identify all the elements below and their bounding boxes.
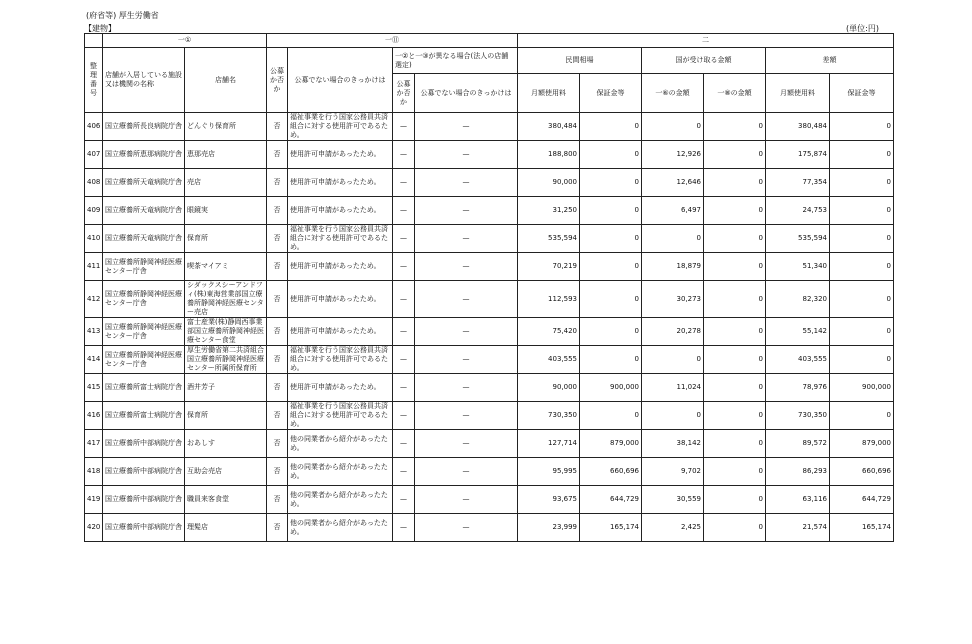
diff-deposit-cell: 900,000 bbox=[830, 374, 894, 402]
amount6-cell: 0 bbox=[642, 346, 704, 374]
amount8-cell: 0 bbox=[704, 169, 766, 197]
amount6-cell: 30,559 bbox=[642, 486, 704, 514]
diff-monthly-cell: 82,320 bbox=[766, 281, 830, 318]
private-deposit-cell: 879,000 bbox=[580, 430, 642, 458]
diff-deposit-cell: 0 bbox=[830, 225, 894, 253]
reg-no-cell: 412 bbox=[85, 281, 103, 318]
diff-deposit-cell: 879,000 bbox=[830, 430, 894, 458]
table-row bbox=[85, 430, 894, 458]
diff-deposit-cell: 0 bbox=[830, 197, 894, 225]
facility-cell: 国立療養所中部病院庁舎 bbox=[103, 430, 185, 458]
table-row bbox=[85, 486, 894, 514]
facility-cell: 国立療養所静岡神経医療センター庁舎 bbox=[103, 346, 185, 374]
reg-no-cell: 408 bbox=[85, 169, 103, 197]
reg-no-cell: 414 bbox=[85, 346, 103, 374]
table-row bbox=[85, 113, 894, 141]
diff-reason-cell: — bbox=[415, 458, 518, 486]
diff-deposit-cell: 0 bbox=[830, 318, 894, 346]
recruit-cell: 否 bbox=[267, 197, 288, 225]
facility-cell: 国立療養所恵那病院庁舎 bbox=[103, 141, 185, 169]
group-11-header: 一⑪ bbox=[267, 34, 518, 48]
private-deposit-cell: 0 bbox=[580, 197, 642, 225]
diff-reason-cell: — bbox=[415, 141, 518, 169]
recruit-cell: 否 bbox=[267, 318, 288, 346]
private-header: 民間相場 bbox=[518, 48, 642, 74]
reg-no-cell: 410 bbox=[85, 225, 103, 253]
facility-cell: 国立療養所静岡神経医療センター庁舎 bbox=[103, 318, 185, 346]
table-row bbox=[85, 253, 894, 281]
diff-recruit-cell: — bbox=[393, 141, 415, 169]
private-deposit-cell: 0 bbox=[580, 281, 642, 318]
facility-cell: 国立療養所中部病院庁舎 bbox=[103, 514, 185, 542]
recruit-cell: 否 bbox=[267, 225, 288, 253]
table-row bbox=[85, 514, 894, 542]
diff-monthly-cell: 535,594 bbox=[766, 225, 830, 253]
section-label: 【建物】 bbox=[84, 24, 116, 33]
recruit-header: 公募か否か bbox=[267, 48, 288, 113]
private-monthly-cell: 188,800 bbox=[518, 141, 580, 169]
private-monthly-cell: 90,000 bbox=[518, 169, 580, 197]
diff-reason-cell: — bbox=[415, 169, 518, 197]
store-cell: どんぐり保育所 bbox=[185, 113, 267, 141]
private-deposit-cell: 0 bbox=[580, 225, 642, 253]
reg-no-cell: 416 bbox=[85, 402, 103, 430]
diff-recruit-cell: — bbox=[393, 346, 415, 374]
reason-cell: 使用許可申請があったため。 bbox=[288, 281, 393, 318]
diff-recruit-cell: — bbox=[393, 458, 415, 486]
private-monthly-cell: 403,555 bbox=[518, 346, 580, 374]
amount8-cell: 0 bbox=[704, 430, 766, 458]
reason-cell: 他の同業者から紹介があったため。 bbox=[288, 458, 393, 486]
blank-cell bbox=[85, 34, 103, 48]
amount6-cell: 12,926 bbox=[642, 141, 704, 169]
reg-no-cell: 420 bbox=[85, 514, 103, 542]
amount6-cell: 2,425 bbox=[642, 514, 704, 542]
reason-cell: 福祉事業を行う国家公務員共済組合に対する使用許可であるため。 bbox=[288, 113, 393, 141]
facility-cell: 国立療養所天竜病院庁舎 bbox=[103, 197, 185, 225]
amount8-cell: 0 bbox=[704, 225, 766, 253]
store-cell: 富士産業(株)静岡西事業部国立療養所静岡神経医療センター食堂 bbox=[185, 318, 267, 346]
diff-monthly-cell: 63,116 bbox=[766, 486, 830, 514]
facility-cell: 国立療養所天竜病院庁舎 bbox=[103, 169, 185, 197]
amount6-cell: 11,024 bbox=[642, 374, 704, 402]
recruit-cell: 否 bbox=[267, 430, 288, 458]
recruit-cell: 否 bbox=[267, 486, 288, 514]
diff-monthly-cell: 21,574 bbox=[766, 514, 830, 542]
store-cell: 職員来客食堂 bbox=[185, 486, 267, 514]
diff-reason-cell: — bbox=[415, 253, 518, 281]
facility-cell: 国立療養所中部病院庁舎 bbox=[103, 486, 185, 514]
reason-cell: 福祉事業を行う国家公務員共済組合に対する使用許可であるため。 bbox=[288, 402, 393, 430]
store-cell: 眼鏡実 bbox=[185, 197, 267, 225]
deposit-header: 保証金等 bbox=[580, 74, 642, 113]
table-row bbox=[85, 318, 894, 346]
diff-deposit-cell: 0 bbox=[830, 253, 894, 281]
reg-no-header: 整理番号 bbox=[85, 48, 103, 113]
diff-monthly-cell: 77,354 bbox=[766, 169, 830, 197]
private-deposit-cell: 0 bbox=[580, 169, 642, 197]
amount6-cell: 0 bbox=[642, 225, 704, 253]
table-row bbox=[85, 374, 894, 402]
store-cell: 厚生労働省第二共済組合国立療養所静岡神経医療センター所属所保育所 bbox=[185, 346, 267, 374]
amount6-cell: 18,879 bbox=[642, 253, 704, 281]
diff-recruit-cell: — bbox=[393, 430, 415, 458]
recruit-cell: 否 bbox=[267, 281, 288, 318]
data-table bbox=[84, 33, 894, 542]
reason-cell: 他の同業者から紹介があったため。 bbox=[288, 514, 393, 542]
diff-monthly-cell: 78,976 bbox=[766, 374, 830, 402]
table-row bbox=[85, 281, 894, 318]
diff-deposit-cell: 660,696 bbox=[830, 458, 894, 486]
private-deposit-cell: 660,696 bbox=[580, 458, 642, 486]
amount8-cell: 0 bbox=[704, 486, 766, 514]
store-cell: 恵那売店 bbox=[185, 141, 267, 169]
reg-no-cell: 415 bbox=[85, 374, 103, 402]
unit-label: (単位:円) bbox=[846, 24, 879, 33]
store-cell: 保育所 bbox=[185, 225, 267, 253]
private-monthly-cell: 380,484 bbox=[518, 113, 580, 141]
recruit-cell: 否 bbox=[267, 169, 288, 197]
ministry-label: (府省等) 厚生労働省 bbox=[86, 11, 159, 20]
private-monthly-cell: 535,594 bbox=[518, 225, 580, 253]
reg-no-cell: 413 bbox=[85, 318, 103, 346]
private-monthly-cell: 75,420 bbox=[518, 318, 580, 346]
private-deposit-cell: 0 bbox=[580, 141, 642, 169]
reason-cell: 使用許可申請があったため。 bbox=[288, 253, 393, 281]
diff-recruit-cell: — bbox=[393, 197, 415, 225]
reg-no-cell: 406 bbox=[85, 113, 103, 141]
private-monthly-cell: 90,000 bbox=[518, 374, 580, 402]
amount8-cell: 0 bbox=[704, 402, 766, 430]
facility-cell: 国立療養所天竜病院庁舎 bbox=[103, 225, 185, 253]
diff-amount-header: 差額 bbox=[766, 48, 894, 74]
diff-recruit-cell: — bbox=[393, 253, 415, 281]
recruit-cell: 否 bbox=[267, 141, 288, 169]
amount8-cell: 0 bbox=[704, 253, 766, 281]
facility-cell: 国立療養所静岡神経医療センター庁舎 bbox=[103, 281, 185, 318]
amount8-cell: 0 bbox=[704, 514, 766, 542]
store-cell: 互助会売店 bbox=[185, 458, 267, 486]
private-monthly-cell: 93,675 bbox=[518, 486, 580, 514]
reg-no-cell: 417 bbox=[85, 430, 103, 458]
diff-monthly-cell: 380,484 bbox=[766, 113, 830, 141]
header-row-2 bbox=[85, 48, 894, 74]
diff-reason-cell: — bbox=[415, 402, 518, 430]
table-row bbox=[85, 141, 894, 169]
facility-cell: 国立療養所静岡神経医療センター庁舎 bbox=[103, 253, 185, 281]
diff-reason-cell: — bbox=[415, 318, 518, 346]
diff-reason-cell: — bbox=[415, 225, 518, 253]
diff-recruit-cell: — bbox=[393, 486, 415, 514]
diff-reason-cell: — bbox=[415, 514, 518, 542]
private-monthly-cell: 95,995 bbox=[518, 458, 580, 486]
diff-monthly-cell: 51,340 bbox=[766, 253, 830, 281]
store-cell: おあしす bbox=[185, 430, 267, 458]
store-cell: 保育所 bbox=[185, 402, 267, 430]
private-deposit-cell: 0 bbox=[580, 318, 642, 346]
diff-reason-cell: — bbox=[415, 486, 518, 514]
diff-reason-cell: — bbox=[415, 197, 518, 225]
amount6-cell: 20,278 bbox=[642, 318, 704, 346]
private-deposit-cell: 0 bbox=[580, 253, 642, 281]
diff-deposit-cell: 0 bbox=[830, 281, 894, 318]
reg-no-cell: 419 bbox=[85, 486, 103, 514]
amount6-cell: 9,702 bbox=[642, 458, 704, 486]
diff-monthly-cell: 24,753 bbox=[766, 197, 830, 225]
private-monthly-cell: 730,350 bbox=[518, 402, 580, 430]
facility-header: 店舗が入居している施設又は機関の名称 bbox=[103, 48, 185, 113]
amount6-cell: 0 bbox=[642, 402, 704, 430]
reason-cell: 使用許可申請があったため。 bbox=[288, 197, 393, 225]
recruit-cell: 否 bbox=[267, 113, 288, 141]
diff-deposit-cell: 0 bbox=[830, 346, 894, 374]
diff-monthly-cell: 86,293 bbox=[766, 458, 830, 486]
reason-cell: 福祉事業を行う国家公務員共済組合に対する使用許可であるため。 bbox=[288, 225, 393, 253]
diff-recruit-cell: — bbox=[393, 514, 415, 542]
group-1-header: 一① bbox=[103, 34, 267, 48]
reg-no-cell: 407 bbox=[85, 141, 103, 169]
private-monthly-cell: 127,714 bbox=[518, 430, 580, 458]
table-row bbox=[85, 169, 894, 197]
reason-header: 公募でない場合のきっかけは bbox=[288, 48, 393, 113]
diff-header: 一②と一③が異なる場合(法人の店舗選定) bbox=[393, 48, 518, 74]
private-monthly-cell: 70,219 bbox=[518, 253, 580, 281]
recruit-cell: 否 bbox=[267, 514, 288, 542]
store-cell: 売店 bbox=[185, 169, 267, 197]
amount8-header: 一⑧の金額 bbox=[704, 74, 766, 113]
diff-recruit-cell: — bbox=[393, 318, 415, 346]
diff-recruit-header: 公募か否か bbox=[393, 74, 415, 113]
amount8-cell: 0 bbox=[704, 141, 766, 169]
table-row bbox=[85, 402, 894, 430]
facility-cell: 国立療養所富士病院庁舎 bbox=[103, 374, 185, 402]
diff-deposit-cell: 0 bbox=[830, 113, 894, 141]
amount6-cell: 0 bbox=[642, 113, 704, 141]
reason-cell: 福祉事業を行う国家公務員共済組合に対する使用許可であるため。 bbox=[288, 346, 393, 374]
diff-deposit-cell: 0 bbox=[830, 141, 894, 169]
diff-reason-cell: — bbox=[415, 346, 518, 374]
private-deposit-cell: 0 bbox=[580, 346, 642, 374]
diff-recruit-cell: — bbox=[393, 402, 415, 430]
reason-cell: 使用許可申請があったため。 bbox=[288, 169, 393, 197]
recruit-cell: 否 bbox=[267, 374, 288, 402]
store-cell: 喫茶マイアミ bbox=[185, 253, 267, 281]
diff-recruit-cell: — bbox=[393, 374, 415, 402]
store-cell: 酒井芳子 bbox=[185, 374, 267, 402]
table-row bbox=[85, 458, 894, 486]
recruit-cell: 否 bbox=[267, 346, 288, 374]
diff-recruit-cell: — bbox=[393, 225, 415, 253]
diff-reason-header: 公募でない場合のきっかけは bbox=[415, 74, 518, 113]
diff-recruit-cell: — bbox=[393, 281, 415, 318]
recruit-cell: 否 bbox=[267, 253, 288, 281]
diff-recruit-cell: — bbox=[393, 169, 415, 197]
amount6-cell: 38,142 bbox=[642, 430, 704, 458]
amount8-cell: 0 bbox=[704, 197, 766, 225]
store-cell: 理髪店 bbox=[185, 514, 267, 542]
diff-reason-cell: — bbox=[415, 374, 518, 402]
amount6-header: 一⑥の金額 bbox=[642, 74, 704, 113]
amount8-cell: 0 bbox=[704, 374, 766, 402]
reason-cell: 他の同業者から紹介があったため。 bbox=[288, 486, 393, 514]
diff-monthly-cell: 175,874 bbox=[766, 141, 830, 169]
monthly-header: 月額使用料 bbox=[518, 74, 580, 113]
private-deposit-cell: 644,729 bbox=[580, 486, 642, 514]
reg-no-cell: 418 bbox=[85, 458, 103, 486]
diff-deposit-cell: 644,729 bbox=[830, 486, 894, 514]
amount8-cell: 0 bbox=[704, 458, 766, 486]
facility-cell: 国立療養所長良病院庁舎 bbox=[103, 113, 185, 141]
private-deposit-cell: 0 bbox=[580, 113, 642, 141]
diff-monthly-cell: 730,350 bbox=[766, 402, 830, 430]
reg-no-cell: 409 bbox=[85, 197, 103, 225]
header-row-1 bbox=[85, 34, 894, 48]
diff-monthly-cell: 55,142 bbox=[766, 318, 830, 346]
diff-reason-cell: — bbox=[415, 113, 518, 141]
facility-cell: 国立療養所中部病院庁舎 bbox=[103, 458, 185, 486]
amount8-cell: 0 bbox=[704, 346, 766, 374]
diff-deposit-cell: 165,174 bbox=[830, 514, 894, 542]
amount8-cell: 0 bbox=[704, 281, 766, 318]
amount6-cell: 6,497 bbox=[642, 197, 704, 225]
monthly2-header: 月額使用料 bbox=[766, 74, 830, 113]
store-header: 店舗名 bbox=[185, 48, 267, 113]
private-deposit-cell: 0 bbox=[580, 402, 642, 430]
govt-header: 国が受け取る金額 bbox=[642, 48, 766, 74]
table-row bbox=[85, 346, 894, 374]
amount8-cell: 0 bbox=[704, 113, 766, 141]
reason-cell: 使用許可申請があったため。 bbox=[288, 318, 393, 346]
facility-cell: 国立療養所富士病院庁舎 bbox=[103, 402, 185, 430]
table-row bbox=[85, 197, 894, 225]
private-monthly-cell: 23,999 bbox=[518, 514, 580, 542]
private-deposit-cell: 165,174 bbox=[580, 514, 642, 542]
recruit-cell: 否 bbox=[267, 402, 288, 430]
private-monthly-cell: 112,593 bbox=[518, 281, 580, 318]
diff-reason-cell: — bbox=[415, 281, 518, 318]
diff-monthly-cell: 89,572 bbox=[766, 430, 830, 458]
diff-monthly-cell: 403,555 bbox=[766, 346, 830, 374]
diff-deposit-cell: 0 bbox=[830, 402, 894, 430]
reason-cell: 使用許可申請があったため。 bbox=[288, 141, 393, 169]
reg-no-cell: 411 bbox=[85, 253, 103, 281]
diff-reason-cell: — bbox=[415, 430, 518, 458]
amount6-cell: 12,646 bbox=[642, 169, 704, 197]
recruit-cell: 否 bbox=[267, 458, 288, 486]
group-2-header: 二 bbox=[518, 34, 894, 48]
reason-cell: 使用許可申請があったため。 bbox=[288, 374, 393, 402]
amount6-cell: 30,273 bbox=[642, 281, 704, 318]
amount8-cell: 0 bbox=[704, 318, 766, 346]
reason-cell: 他の同業者から紹介があったため。 bbox=[288, 430, 393, 458]
diff-deposit-cell: 0 bbox=[830, 169, 894, 197]
deposit2-header: 保証金等 bbox=[830, 74, 894, 113]
private-deposit-cell: 900,000 bbox=[580, 374, 642, 402]
private-monthly-cell: 31,250 bbox=[518, 197, 580, 225]
table-row bbox=[85, 225, 894, 253]
store-cell: シダックスシーアンドフィ(株)東海営業部国立療養所静岡神経医療センター売店 bbox=[185, 281, 267, 318]
diff-recruit-cell: — bbox=[393, 113, 415, 141]
